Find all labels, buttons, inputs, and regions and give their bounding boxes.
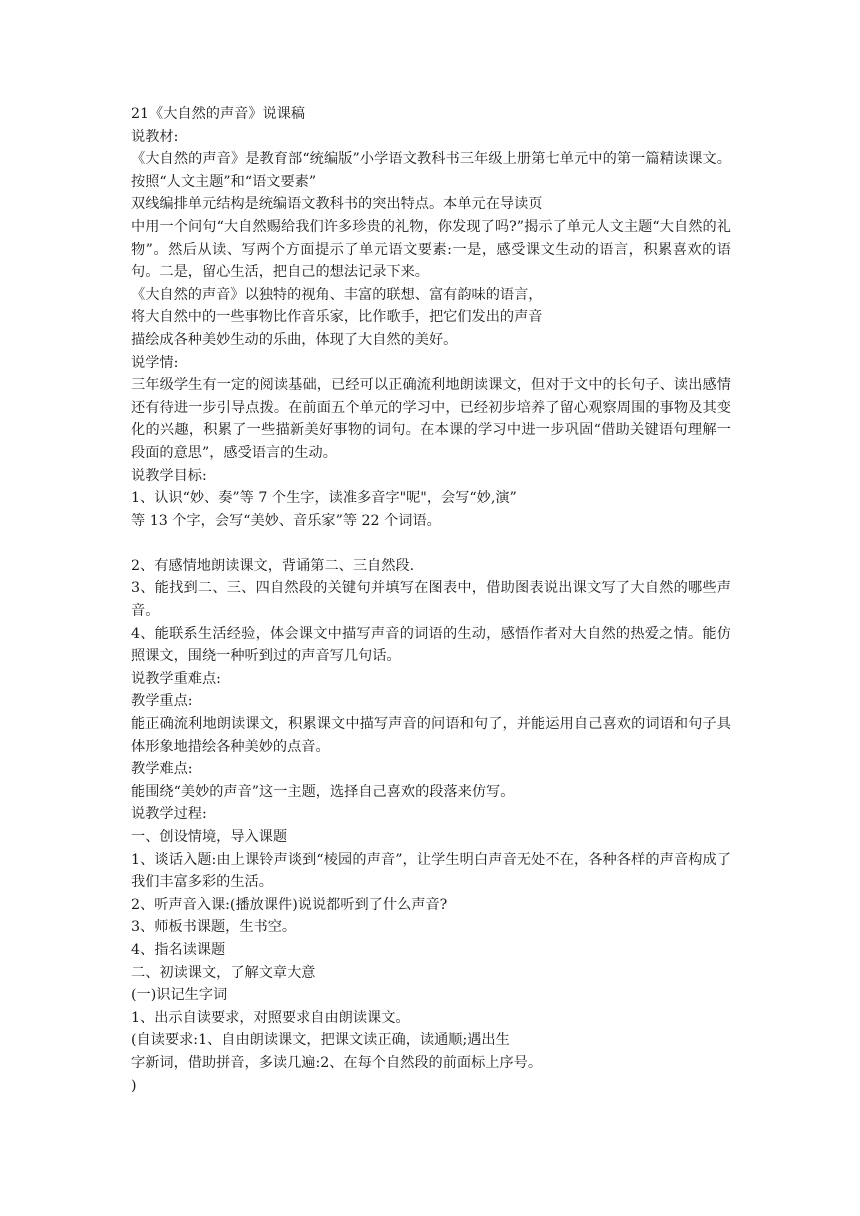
paragraph: 《大自然的声音》是教育部“统编版”小学语文教科书三年级上册第七单元中的第一篇精读课文。按照“人文主题”和“语文要素” [131, 151, 731, 190]
objective-item: 3、能找到二、三、四自然段的关键句并填写在图表中，借助图表说出课文写了大自然的哪些声音。 [131, 580, 731, 620]
step-item: 4、指名读课题 [131, 941, 226, 958]
paragraph-line: 将大自然中的一些事物比作音乐家，比作歌手，把它们发出的声音 [131, 309, 543, 326]
paragraph-line: 等 13 个字，会写“美妙、音乐家”等 22 个词语。 [131, 512, 441, 529]
blank-line [131, 532, 731, 555]
section-heading-key-points: 说教学重难点: [131, 670, 221, 687]
step-heading: 二、初读课文，了解文章大意 [131, 964, 316, 981]
paragraph: 能正确流利地朗读课文，积累课文中描写声音的问语和句了，并能运用自己喜欢的词语和句子具体形象地措绘各种美妙的点音。 [131, 716, 731, 755]
paragraph-line: 字新词，借助拼音，多读几遍:2、在每个自然段的前面标上序号。 [131, 1054, 543, 1071]
subheading-difficulty: 教学难点: [131, 761, 193, 778]
paragraph-line: (自读要求:1、自由朗读课文，把课文读正确，读通顺;遇出生 [131, 1032, 510, 1049]
step-item: 3、师板书课题，生书空。 [131, 919, 297, 936]
objective-item: 4、能联系生活经验，体会课文中描写声音的词语的生动，感悟作者对大自然的热爱之情。能仿照课文，围绕一种听到过的声音写几句话。 [131, 625, 731, 665]
step-heading: 一、创设情境，导入课题 [131, 829, 288, 845]
paragraph-line: ) [131, 1077, 137, 1094]
paragraph-line: 《大自然的声音》以独特的视角、丰富的联想、富有韵味的语言， [131, 286, 543, 303]
paragraph: 三年级学生有一定的阅读基础，已经可以正确流利地朗读课文，但对于文中的长句子、读出感情还有待进一步引导点拨。在前面五个单元的学习中，已经初步培养了留心观察周围的事物及其变化的兴趣，积累了一些描新美好事物的词句。在本课的学习中进一步巩固“借助关键语句理解一段面的意思”，感受语言的生动。 [131, 377, 731, 461]
section-heading-objectives: 说教学目标: [131, 467, 207, 484]
objective-item: 1、认识“妙、奏”等 7 个生字，读准多音字"呢"，会写“妙,演” [131, 490, 517, 507]
sub-step-heading: (一)识记生字词 [131, 987, 228, 1004]
paragraph: 中用一个问句“大自然赐给我们许多珍贵的礼物，你发现了吗?”揭示了单元人文主题“大自然的礼物”。然后从读、写两个方面提示了单元语文要素:一是，感受课文生动的语言，积累喜欢的语句。二是，留心生活，把自己的想法记录下来。 [131, 218, 731, 281]
step-item: 1、出示自读要求，对照要求自由朗读课文。 [131, 1009, 410, 1026]
document-title: 21《大自然的声音》说课稿 [131, 106, 306, 122]
step-item: 2、听声音入课:(播放课件)说说都听到了什么声音? [131, 896, 448, 913]
section-heading-students: 说学情: [131, 354, 179, 371]
paragraph-line: 能围绕“美妙的声音”这一主题，选择自己喜欢的段落来仿写。 [131, 783, 515, 800]
document-body [131, 103, 731, 1097]
section-heading-textbook: 说教材: [131, 128, 179, 145]
objective-item: 2、有感情地朗读课文，背诵第二、三自然段. [131, 557, 415, 574]
subheading-key-point: 教学重点: [131, 693, 193, 710]
section-heading-process: 说教学过程: [131, 806, 207, 823]
step-item: 1、谈话入题:由上课铃声谈到“棱园的声音”，让学生明白声音无处不在，各种各样的声音构成了我们丰富多彩的生活。 [131, 851, 731, 891]
paragraph-line: 描绘成各种美妙生动的乐曲，体现了大自然的美好。 [131, 331, 458, 348]
paragraph-line: 双线编排单元结构是统编语文教科书的突出特点。本单元在导读页 [131, 196, 543, 213]
